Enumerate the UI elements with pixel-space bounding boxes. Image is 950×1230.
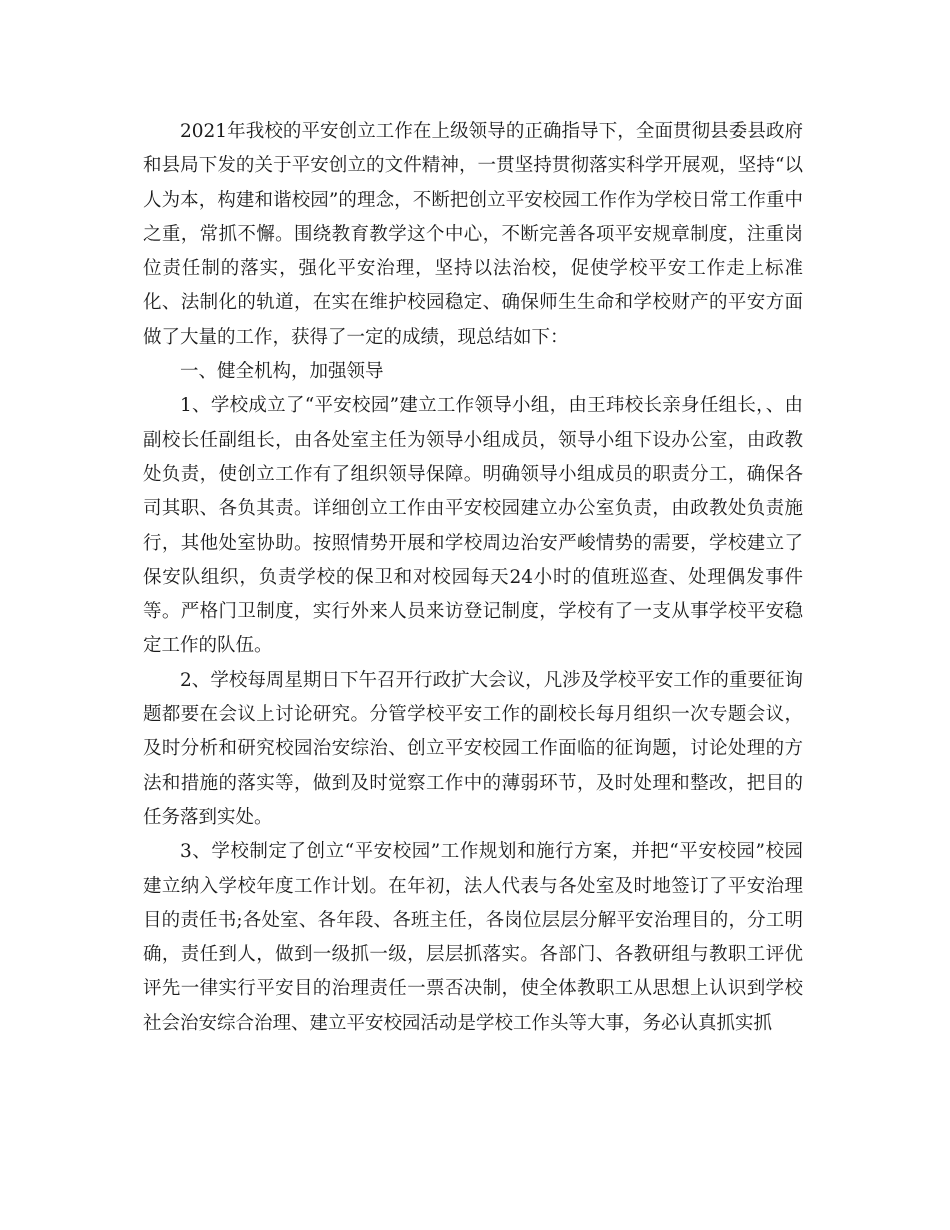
- paragraph-item-2: 2、学校每周星期日下午召开行政扩大会议，凡涉及学校平安工作的重要征询题都要在会议上讨论研究。分管学校平安工作的副校长每月组织一次专题会议，及时分析和研究校园治安综治、创立平安校园工作面临的征询题，讨论处理的方法和措施的落实等，做到及时觉察工作中的薄弱环节，及时处理和整改，把目的任务落到实处。: [143, 669, 803, 828]
- paragraph-item-3: 3、学校制定了创立“平安校园”工作规划和施行方案，并把“平安校园”校园建立纳入学校年度工作计划。在年初，法人代表与各处室及时地签订了平安治理目的责任书;各处室、各年段、各班主任，各岗位层层分解平安治理目的，分工明确，责任到人，做到一级抓一级，层层抓落实。各部门、各教研组与教职工评优评先一律实行平安目的治理责任一票否决制，使全体教职工从思想上认识到学校社会治安综合治理、建立平安校园活动是学校工作头等大事，务必认真抓实抓: [143, 841, 803, 1034]
- paragraph-item-1: 1、学校成立了“平安校园”建立工作领导小组，由王玮校长亲身任组长，、由副校长任副组长，由各处室主任为领导小组成员，领导小组下设办公室，由政教处负责，使创立工作有了组织领导保障。明确领导小组成员的职责分工，确保各司其职、各负其责。详细创立工作由平安校园建立办公室负责，由政教处负责施行，其他处室协助。按照情势开展和学校周边治安严峻情势的需要，学校建立了保安队组织，负责学校的保卫和对校园每天24小时的值班巡查、处理偶发事件等。严格门卫制度，实行外来人员来访登记制度，学校有了一支从事学校平安稳定工作的队伍。: [143, 395, 803, 657]
- paragraph-intro: 2021年我校的平安创立工作在上级领导的正确指导下，全面贯彻县委县政府和县局下发的关于平安创立的文件精神，一贯坚持贯彻落实科学开展观，坚持“以人为本，构建和谐校园”的理念，不断把创立平安校园工作作为学校日常工作重中之重，常抓不懈。围绕教育教学这个中心，不断完善各项平安规章制度，注重岗位责任制的落实，强化平安治理，坚持以法治校，促使学校平安工作走上标准化、法制化的轨道，在实在维护校园稳定、确保师生生命和学校财产的平安方面做了大量的工作，获得了一定的成绩，现总结如下：: [143, 121, 803, 348]
- document-body: [143, 115, 803, 1041]
- section-heading-1: 一、健全机构，加强领导: [180, 361, 384, 383]
